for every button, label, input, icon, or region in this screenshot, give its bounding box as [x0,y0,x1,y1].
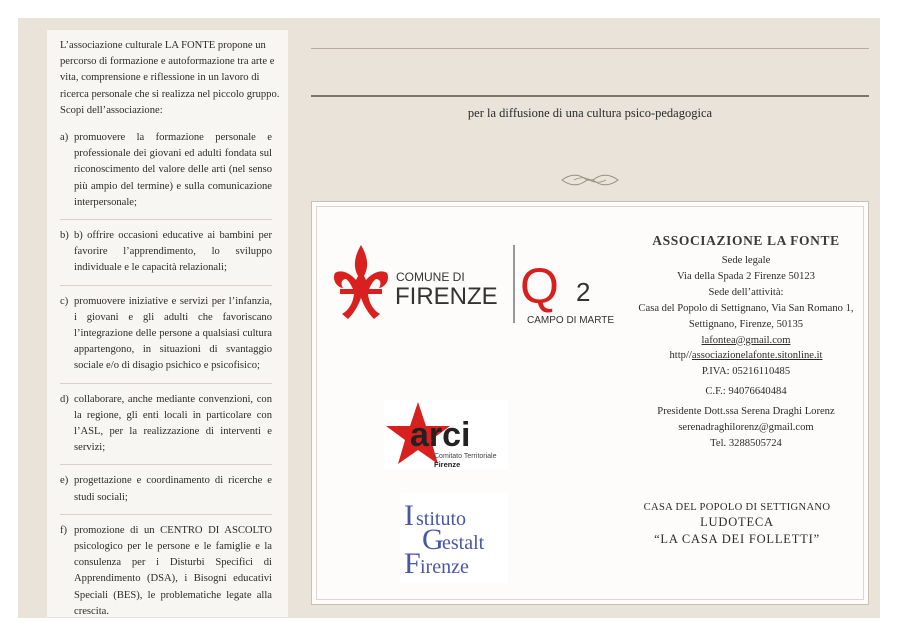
comune-line2: FIRENZE [395,283,498,310]
telephone: Tel. 3288505724 [710,437,782,449]
list-item [60,130,272,219]
sede-legale: Via della Spada 2 Firenze 50123 [677,270,815,282]
intro-text: L’associazione culturale LA FONTE propone un percorso di formazione e autoformazione tra arte e vita, comprensione e riflessione in un lavoro di ricerca personale che si realizza nel piccolo gruppo. Scopi dell’associazione: [60,40,280,116]
sede-attivita-label: Sede dell’attività: [708,286,784,298]
list-item [60,294,272,383]
list-item [60,523,272,628]
sede-legale-label: Sede legale [721,255,771,266]
aims-list [60,130,272,628]
q2-letter: Q [520,258,559,314]
email-link[interactable]: lafontea@gmail.com [701,334,791,346]
fleur-de-lis-icon [334,245,388,319]
sede-attivita-line2: Settignano, Firenze, 50135 [688,318,804,330]
association-info [626,231,866,452]
divider [60,285,272,286]
list-marker: d) [60,393,69,405]
arci-sub1: Comitato Territoriale [434,453,497,460]
list-item-text: promozione di un CENTRO DI ASCOLTO psicologico per le persone e le famiglie e la consulenza per i Disturbi Specifici di Apprendimento (DSA), i Bisogni educativi Speciali (BES), le problematiche legate alla crescita. [74,524,272,617]
ludoteca-venue: CASA DEL POPOLO DI SETTIGNANO [643,502,831,513]
igf-i: I [404,499,414,532]
arci-word: arci [410,416,471,454]
divider [60,219,272,220]
title-rule [311,95,869,97]
list-item-text: promuovere la formazione personale e professionale dei giovani ed adulti fondata sul riconoscimento del valore delle arti (nel senso più ampio del termine) e sulla comunicazione interpersonale; [74,132,272,208]
arci-logo [384,400,508,470]
istituto-gestalt-firenze-logo [400,493,508,583]
list-marker: e) [60,475,69,487]
divider [60,383,272,384]
list-marker: f) [60,524,68,536]
flourish-ornament-icon [560,172,620,188]
igf-firenze: irenze [420,556,469,578]
list-item-text: progettazione e coordinamento di ricerche e studi sociali; [74,475,272,503]
comune-firenze-q2-logo [332,243,622,325]
q2-number: 2 [576,277,591,307]
divider [60,464,272,465]
association-name: ASSOCIAZIONE LA FONTE [652,233,840,248]
igf-gestalt: estalt [442,532,485,554]
list-marker: a) [60,132,69,143]
website-link[interactable]: associazionelafonte.sitonline.it [691,350,823,362]
codice-fiscale: C.F.: 94076640484 [705,386,787,398]
ludoteca-block [612,502,862,547]
igf-istituto: stituto [416,508,467,530]
president: Presidente Dott.ssa Serena Draghi Lorenz [657,406,835,418]
list-marker: c) [60,295,69,307]
list-item [60,473,272,513]
list-item [60,392,272,465]
piva: P.IVA: 05216110485 [701,366,791,378]
ludoteca-title: LUDOTECA [700,515,774,529]
igf-f: F [404,547,421,580]
web-prefix: http// [669,350,692,362]
ludoteca-name: “LA CASA DEI FOLLETTI” [654,532,820,546]
list-marker: b) [60,230,69,242]
top-rule [311,48,869,49]
list-item-text: promuovere iniziative e servizi per l’infanzia, i giovani e gli adulti che favoriscano l’integrazione delle persone a qualsiasi cultura appartengono, in situazioni di svantaggio sociale e/o di disagio psichico e psicofisico; [74,295,272,372]
list-item-text: collaborare, anche mediante convenzioni, con la regione, gli enti locali in particolare con l’ASL, per la realizzazione di interventi e servizi; [74,393,272,454]
list-item-text: b) offrire occasioni educative ai bambini per favorire l’apprendimento, lo sviluppo individuale e le capacità relazionali; [74,230,272,274]
sede-attivita-line1: Casa del Popolo di Settignano, Via San Romano 1, [638,302,854,314]
igf-g: G [422,523,444,556]
arci-sub2: Firenze [434,460,461,469]
divider [60,514,272,515]
list-item [60,228,272,285]
president-email: serenadraghilorenz@gmail.com [678,422,814,434]
comune-line1: COMUNE DI [396,270,465,284]
tagline: per la diffusione di una cultura psico-pedagogica [467,106,713,120]
q2-sub: CAMPO DI MARTE [527,315,615,325]
